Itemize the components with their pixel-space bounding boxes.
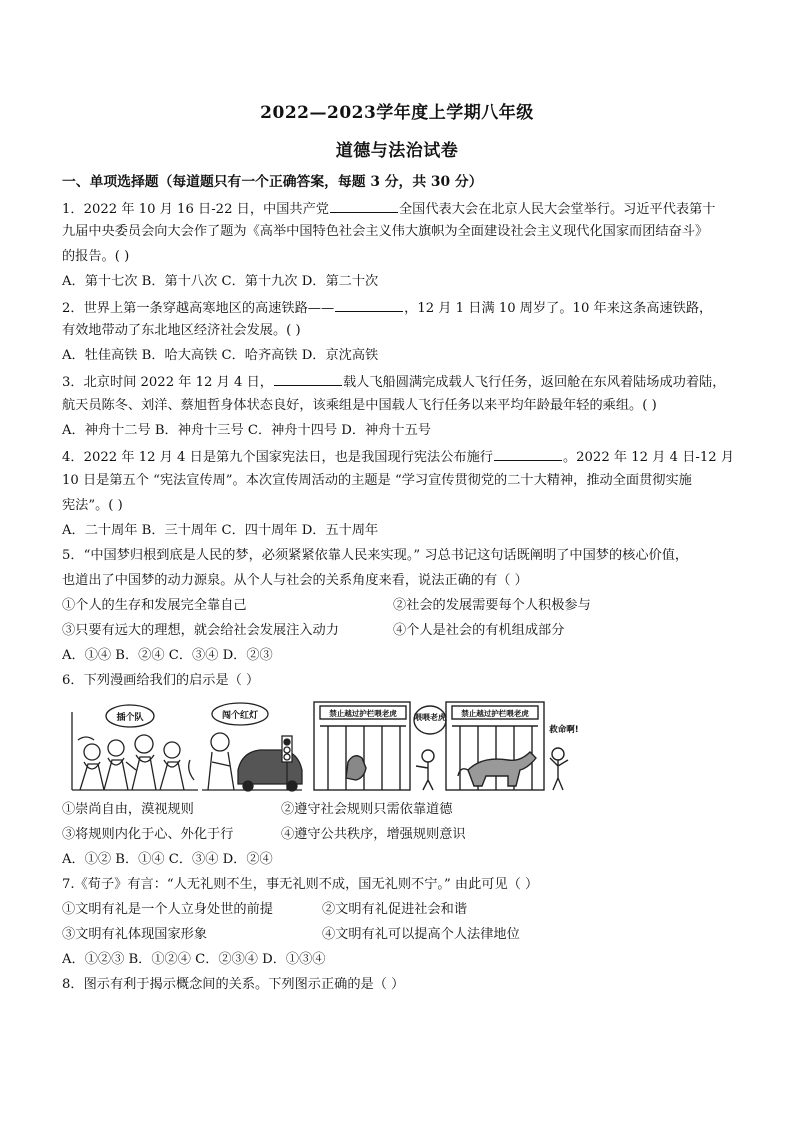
comic-bubble-red-light: 闯个红灯	[221, 711, 259, 721]
q6-statement-1: ①崇尚自由，漠视规则	[62, 802, 194, 817]
question-2-line-1	[62, 297, 742, 319]
comic-sign-2: 禁止越过护栏喂老虎	[461, 709, 529, 718]
q2-blank	[335, 297, 403, 312]
q2-text-a: 2．世界上第一条穿越高寒地区的高速铁路——	[62, 301, 335, 316]
q7-statement-4: ④文明有礼可以提高个人法律地位	[322, 927, 520, 942]
q1-text-b: 全国代表大会在北京人民大会堂举行。习近平代表第十	[398, 202, 716, 217]
question-7-options: A．①②③ B．①②④ C．②③④ D．①③④	[62, 952, 326, 967]
comic-sign-1: 禁止越过护栏喂老虎	[329, 709, 397, 718]
question-1-line-3: 的报告。( )	[62, 249, 130, 264]
question-5-options: A．①④ B．②④ C．③④ D．②③	[62, 648, 273, 663]
question-4-line-3: 宪法”。( )	[62, 498, 123, 513]
q1-text-a: 1．2022 年 10 月 16 日-22 日，中国共产党	[62, 202, 329, 217]
q5-statement-1: ①个人的生存和发展完全靠自己	[62, 598, 247, 613]
q5-statement-3: ③只要有远大的理想，就会给社会发展注入动力	[62, 623, 339, 638]
question-4-options: A．二十周年 B．三十周年 C．四十周年 D．五十周年	[62, 523, 379, 538]
question-7-line-1: 7.《荀子》有言：“人无礼则不生，事无礼则不成，国无礼则不宁。” 由此可见（ ）	[62, 877, 539, 892]
q2-text-b: ，12 月 1 日满 10 周岁了。10 年来这条高速铁路，	[404, 301, 713, 316]
question-1-line-1	[62, 198, 742, 220]
q3-blank	[274, 371, 342, 386]
exam-subtitle: 道德与法治试卷	[335, 141, 459, 161]
q6-statement-4: ④遵守公共秩序，增强规则意识	[281, 827, 466, 842]
question-5-line-1: 5．“中国梦归根到底是人民的梦，必须紧紧依靠人民来实现。” 习总书记这句话既阐明了中国梦的核心价值，	[62, 548, 689, 563]
q7-statement-3: ③文明有礼体现国家形象	[62, 927, 208, 942]
comic-bubble-queue: 插个队	[116, 713, 144, 723]
q7-statement-1: ①文明有礼是一个人立身处世的前提	[62, 902, 273, 917]
comic-bubble-feed: 喂喂老虎	[414, 713, 446, 722]
question-1-line-2: 九届中央委员会向大会作了题为《高举中国特色社会主义伟大旗帜为全面建设社会主义现代化国家而团结奋斗》	[62, 224, 709, 239]
q1-blank	[330, 198, 398, 213]
q3-text-b: 载人飞船圆满完成载人飞行任务，返回舱在东风着陆场成功着陆，	[342, 375, 726, 390]
comic-bubble-help: 救命啊!	[549, 725, 579, 735]
q4-text-a: 4．2022 年 12 月 4 日是第九个国家宪法日，也是我国现行宪法公布施行	[62, 450, 493, 465]
q6-statement-2: ②遵守社会规则只需依靠道德	[281, 802, 453, 817]
question-8-line-1: 8．图示有利于揭示概念间的关系。下列图示正确的是（ ）	[62, 977, 405, 992]
q4-blank	[494, 446, 562, 461]
rules-comic-image	[70, 700, 586, 792]
q7-statement-2: ②文明有礼促进社会和谐	[322, 902, 468, 917]
question-3-line-1	[62, 371, 742, 393]
question-3-line-2: 航天员陈冬、刘洋、蔡旭哲身体状态良好，该乘组是中国载人飞行任务以来平均年龄最年轻的乘组。( )	[62, 398, 657, 413]
q5-statement-4: ④个人是社会的有机组成部分	[393, 623, 565, 638]
q6-statement-3: ③将规则内化于心、外化于行	[62, 827, 234, 842]
question-5-line-2: 也道出了中国梦的动力源泉。从个人与社会的关系角度来看，说法正确的有（ ）	[62, 573, 528, 588]
question-2-options: A．牡佳高铁 B．哈大高铁 C．哈齐高铁 D．京沈高铁	[62, 348, 379, 363]
q5-statement-2: ②社会的发展需要每个人积极参与	[393, 598, 591, 613]
question-4-line-1	[62, 446, 742, 468]
question-2-line-2: 有效地带动了东北地区经济社会发展。( )	[62, 323, 301, 338]
section-heading: 一、单项选择题（每道题只有一个正确答案，每题 3 分，共 30 分）	[62, 174, 483, 190]
question-4-line-2: 10 日是第五个 “宪法宣传周”。本次宣传周活动的主题是 “学习宣传贯彻党的二十大精神，推动全面贯彻实施	[62, 473, 692, 488]
question-1-options: A．第十七次 B．第十八次 C．第十九次 D．第二十次	[62, 274, 379, 289]
question-6-options: A．①② B．①④ C．③④ D．②④	[62, 852, 273, 867]
exam-title: 2022—2023学年度上学期八年级	[260, 103, 534, 123]
q4-text-b: 。2022 年 12 月 4 日-12 月	[562, 450, 735, 465]
q3-text-a: 3．北京时间 2022 年 12 月 4 日，	[62, 375, 273, 390]
question-6-line-1: 6．下列漫画给我们的启示是（ ）	[62, 673, 260, 688]
question-3-options: A．神舟十二号 B．神舟十三号 C．神舟十四号 D．神舟十五号	[62, 423, 431, 438]
